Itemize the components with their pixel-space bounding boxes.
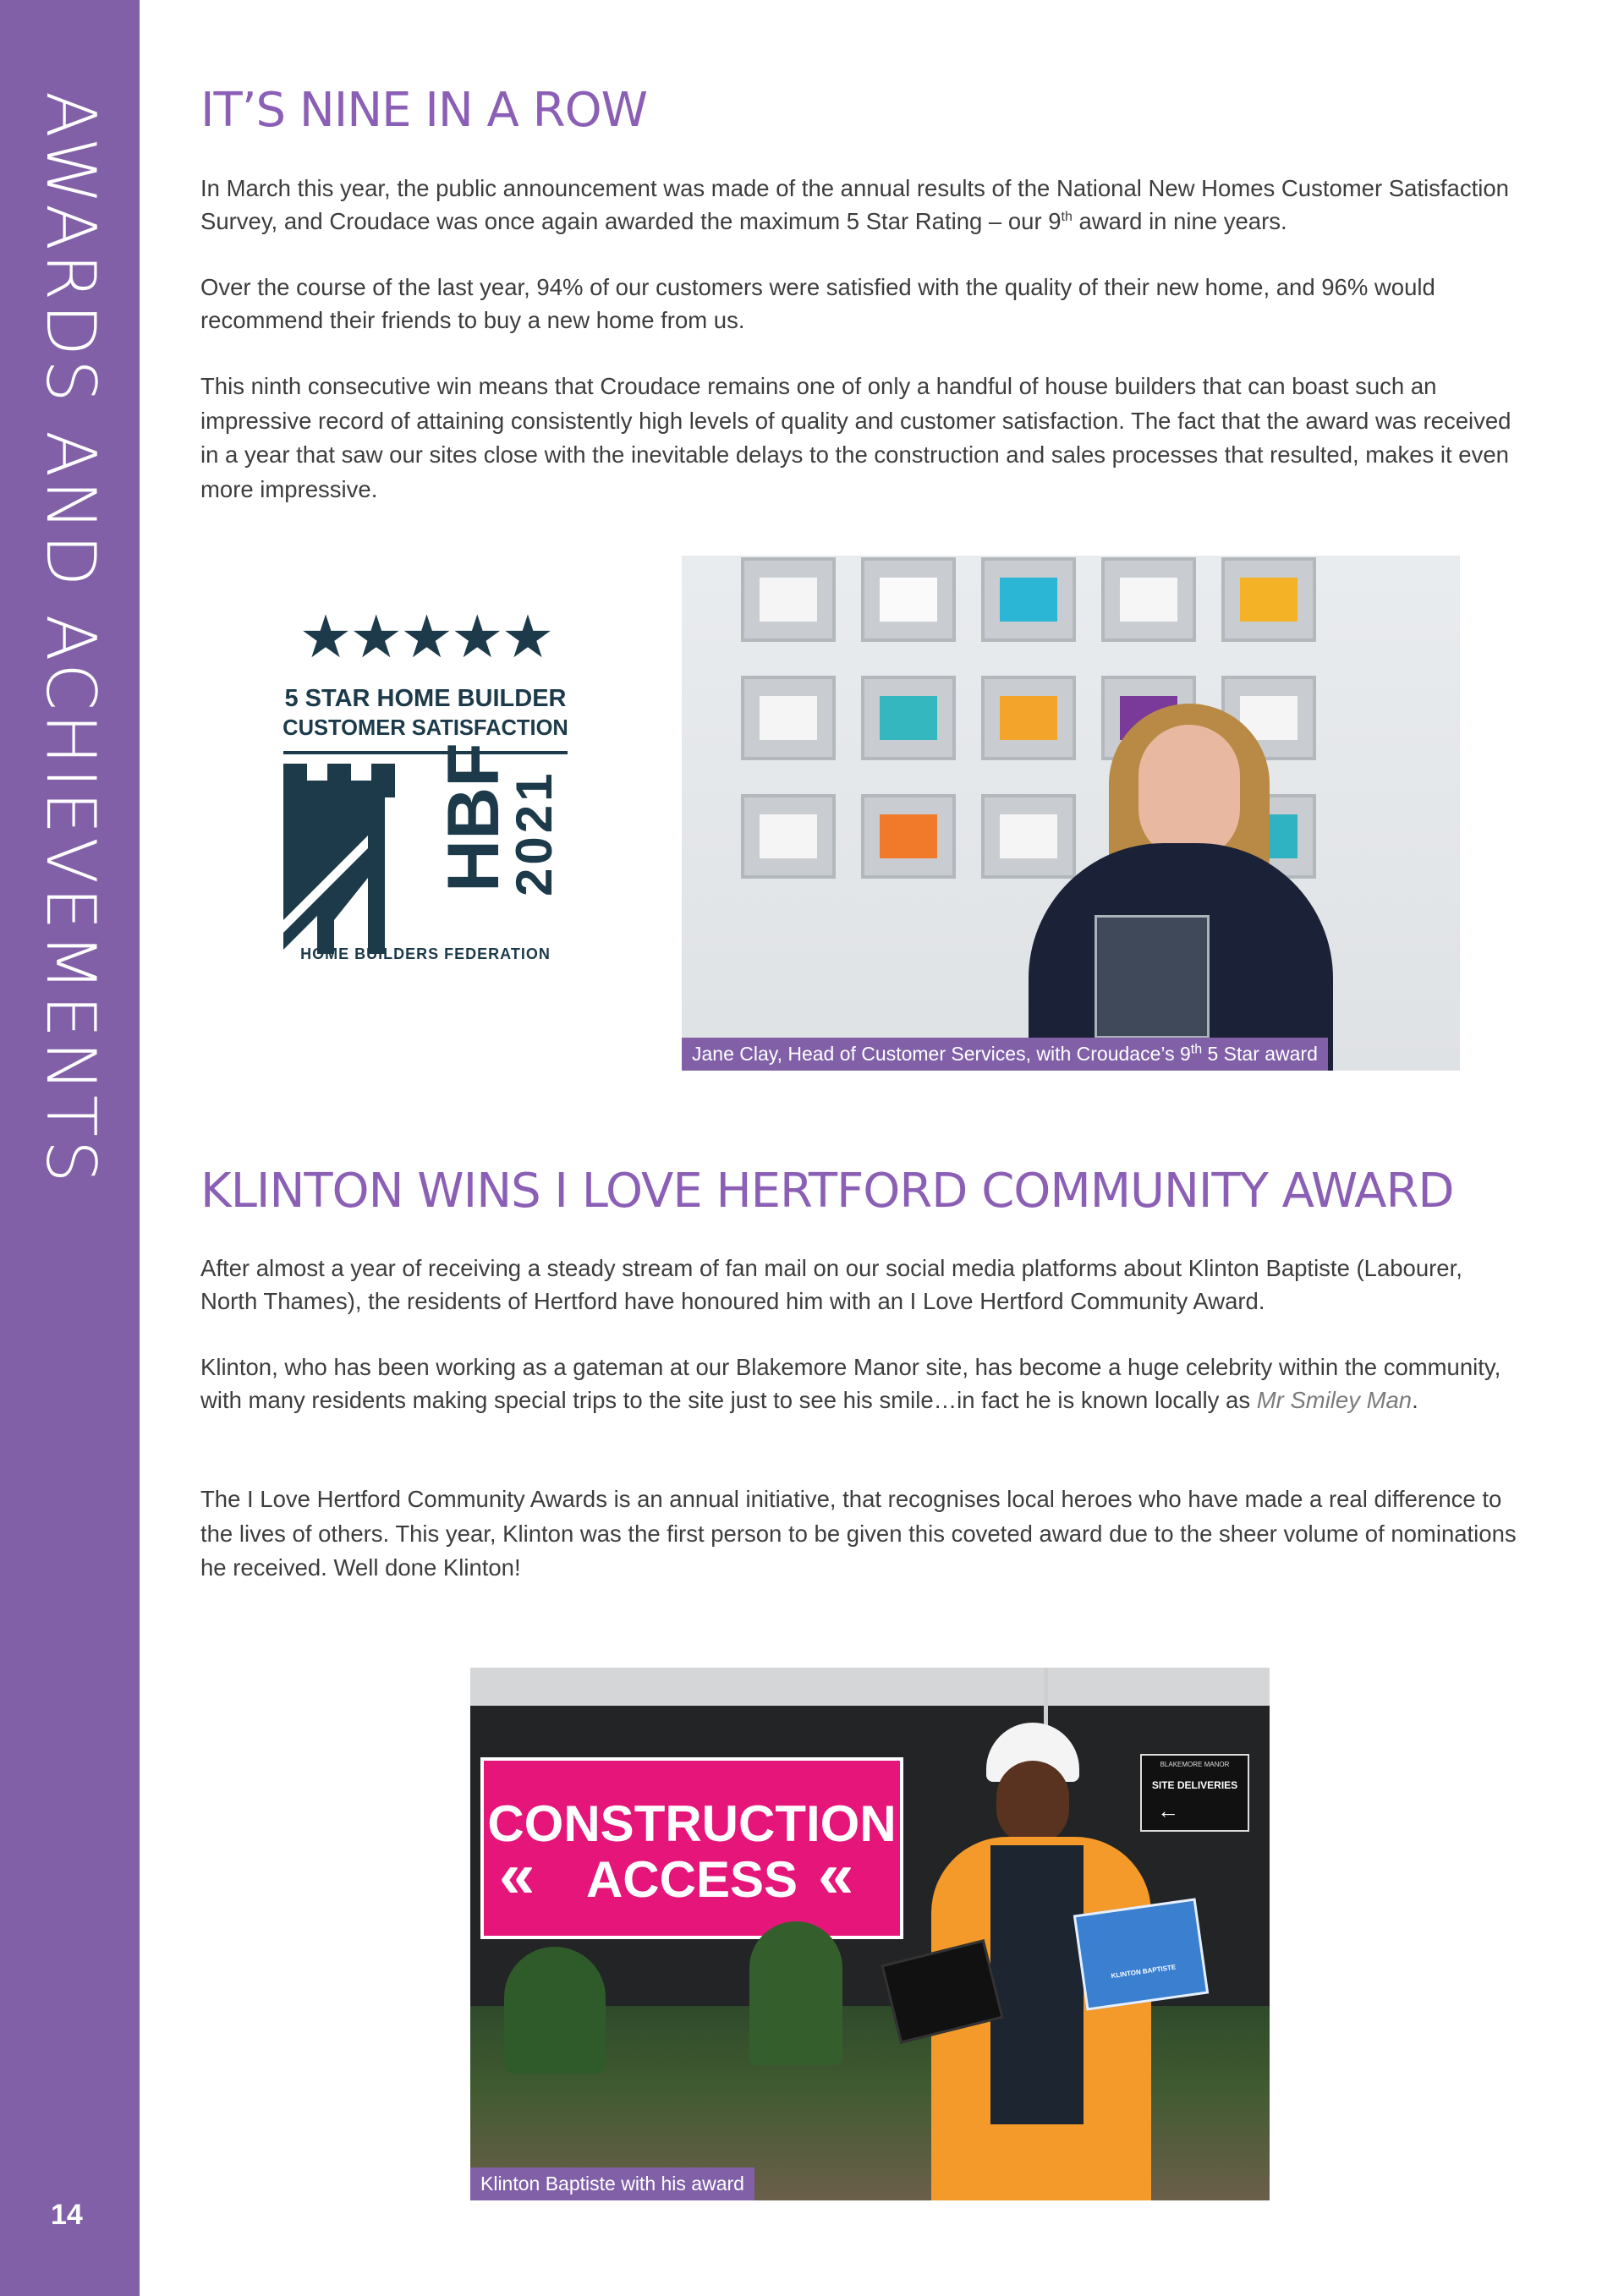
hbf-badge-text: HBF bbox=[433, 743, 514, 892]
section-title-vertical bbox=[31, 91, 110, 1186]
section2-paragraph-1: After almost a year of receiving a steady stream of fan mail on our social media platforms about Klinton Baptiste (Labourer, North Thames), the residents of Hertford have honoured him with an I Love Hertford Community Award. bbox=[200, 1255, 1462, 1314]
award-plaque bbox=[981, 557, 1076, 642]
award-plaque bbox=[861, 557, 956, 642]
award-plaque bbox=[981, 794, 1076, 879]
award-plaque bbox=[981, 676, 1076, 760]
section2-paragraph-2: Klinton, who has been working as a gateman at our Blakemore Manor site, has become a huge celebrity within the community, with many residents making special trips to the site just to see his smile…in fact he is known locally as Mr Smiley Man. bbox=[200, 1354, 1501, 1413]
glass-award-icon bbox=[1095, 915, 1210, 1038]
hbf-5-star-logo bbox=[275, 613, 596, 968]
award-plaque bbox=[1221, 557, 1316, 642]
person-face bbox=[1138, 725, 1240, 860]
page-number: 14 bbox=[51, 2199, 83, 2231]
site-sign-label: SITE DELIVERIES bbox=[1151, 1779, 1238, 1791]
arrow-left-icon: ← bbox=[1157, 1798, 1179, 1823]
stars-row: ★★★★★ bbox=[299, 613, 552, 670]
section1-paragraph-1: In March this year, the public announcement was made of the annual results of the National New Homes Customer Satisfaction Survey, and Croudace was once again awarded the maximum 5 Star Rating – our 9th award in nine years. bbox=[200, 175, 1509, 234]
sidebar-title: AWARDS AND ACHIEVEMENTS bbox=[31, 91, 110, 1186]
dark-fleece bbox=[990, 1845, 1084, 2124]
sign-chevron-left: « bbox=[499, 1839, 535, 1911]
photo-jane-clay bbox=[682, 556, 1460, 1071]
sign-line-2: ACCESS bbox=[585, 1851, 798, 1908]
award-plaque bbox=[1101, 557, 1196, 642]
person-face bbox=[996, 1761, 1069, 1845]
section1-paragraph-2: Over the course of the last year, 94% of our customers were satisfied with the quality of their new home, and 96% would recommend their friends to buy a new home from us. bbox=[200, 274, 1435, 333]
award-plaque bbox=[861, 794, 956, 879]
hbf-year-text: 2021 bbox=[506, 770, 562, 896]
castle-tower-icon bbox=[283, 764, 436, 954]
logo-footer: HOME BUILDERS FEDERATION bbox=[300, 945, 551, 962]
shrub bbox=[504, 1947, 606, 2074]
certificate bbox=[1073, 1898, 1209, 2010]
award-plaque bbox=[741, 557, 836, 642]
photo-klinton-baptiste bbox=[470, 1668, 1270, 2200]
photo2-caption: Klinton Baptiste with his award bbox=[470, 2167, 754, 2200]
section1-heading: IT’S NINE IN A ROW bbox=[200, 83, 648, 138]
award-plaque bbox=[861, 676, 956, 760]
award-plaque bbox=[741, 676, 836, 760]
section2-paragraph-3: The I Love Hertford Community Awards is an annual initiative, that recognises local heroes who have made a real difference to the lives of others. This year, Klinton was the first person to be given this coveted award due to the sheer volume of nominations he received. Well done Klinton! bbox=[200, 1486, 1517, 1581]
logo-line-2: CUSTOMER SATISFACTION bbox=[283, 716, 568, 740]
site-sign-title: BLAKEMORE MANOR bbox=[1160, 1761, 1230, 1768]
section1-paragraph-3: This ninth consecutive win means that Croudace remains one of only a handful of house builders that can boast such an impressive record of attaining consistently high levels of quality and customer satisfaction. The fact that the award was received in a year that saw our sites close with the inevitable delays to the construction and sales processes that resulted, makes it even more impressive. bbox=[200, 373, 1512, 502]
logo-divider bbox=[283, 751, 568, 754]
section2-heading: KLINTON WINS I LOVE HERTFORD COMMUNITY AWARD bbox=[200, 1164, 1454, 1219]
sign-chevron-right: « bbox=[818, 1839, 854, 1911]
sky bbox=[470, 1668, 1270, 1706]
sidebar bbox=[0, 0, 140, 2296]
construction-access-sign bbox=[480, 1757, 903, 1939]
logo-line-1: 5 STAR HOME BUILDER bbox=[284, 685, 567, 712]
certificate-name: KLINTON BAPTISTE bbox=[1111, 1963, 1177, 1981]
award-plaque bbox=[741, 794, 836, 879]
site-deliveries-sign bbox=[1140, 1754, 1249, 1832]
sign-line-1: CONSTRUCTION bbox=[487, 1795, 897, 1852]
photo1-caption: Jane Clay, Head of Customer Services, with Croudace’s 9th 5 Star award bbox=[682, 1038, 1328, 1071]
shrub bbox=[749, 1921, 842, 2065]
